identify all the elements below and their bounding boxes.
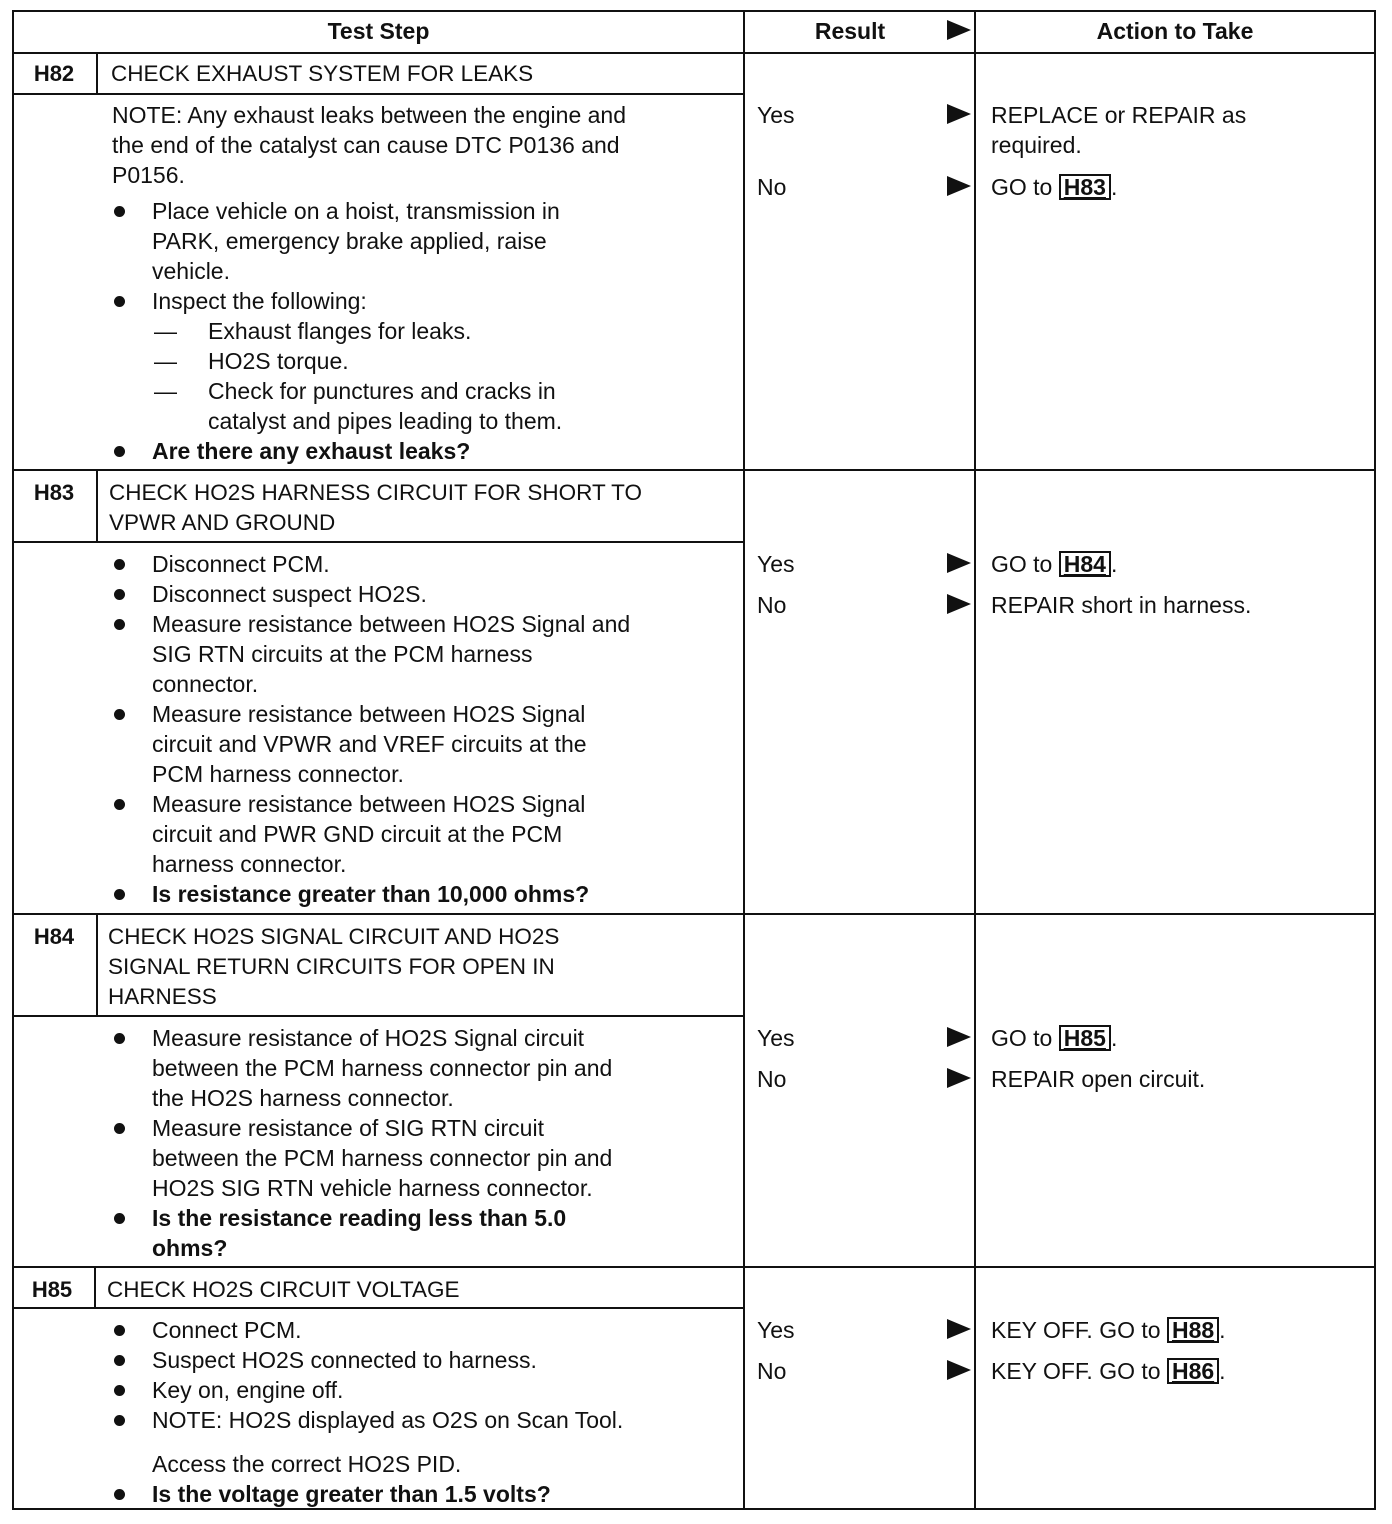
result-no: No <box>757 592 787 618</box>
header-result: Result <box>814 18 886 44</box>
title-underline <box>12 1015 745 1017</box>
dash-item: — Exhaust flanges for leaks. <box>112 316 732 346</box>
code-divider <box>96 54 98 94</box>
result-yes: Yes <box>757 1317 795 1343</box>
column-divider-action <box>974 10 976 1510</box>
arrow-icon <box>947 1319 971 1339</box>
bullet-item: Inspect the following: <box>112 286 732 316</box>
note-text: NOTE: Any exhaust leaks between the engine and the end of the catalyst can cause DTC P0136 and P0156. <box>112 102 626 188</box>
step-reference-link[interactable]: H84 <box>1059 551 1111 577</box>
action-no: REPAIR open circuit. <box>991 1066 1206 1092</box>
step-code: H84 <box>33 924 75 949</box>
title-underline <box>12 541 745 543</box>
arrow-icon <box>947 594 971 614</box>
question-item: Is the resistance reading less than 5.0 ohms? <box>112 1203 732 1263</box>
step-title: CHECK HO2S HARNESS CIRCUIT FOR SHORT TO VPWR AND GROUND <box>109 480 643 535</box>
question-item: Is resistance greater than 10,000 ohms? <box>112 879 732 909</box>
bullet-item: Measure resistance of SIG RTN circuit between the PCM harness connector pin and HO2S SIG RTN vehicle harness connector. <box>112 1113 732 1203</box>
step-reference-link[interactable]: H83 <box>1059 174 1111 200</box>
step-code: H85 <box>31 1277 73 1302</box>
step-code: H83 <box>33 480 75 505</box>
bullet-item: Disconnect PCM. <box>112 549 732 579</box>
bullet-item: Measure resistance between HO2S Signal circuit and VPWR and VREF circuits at the PCM harness connector. <box>112 699 732 789</box>
header-divider <box>12 52 1376 54</box>
title-underline <box>12 93 745 95</box>
question-item: Are there any exhaust leaks? <box>112 436 732 466</box>
result-yes: Yes <box>757 1025 795 1051</box>
arrow-icon <box>947 1360 971 1380</box>
bullet-item: NOTE: HO2S displayed as O2S on Scan Tool. <box>112 1405 732 1435</box>
bullet-item: Measure resistance between HO2S Signal circuit and PWR GND circuit at the PCM harness connector. <box>112 789 732 879</box>
continuation-text: Access the correct HO2S PID. <box>152 1451 462 1477</box>
bullet-item: Measure resistance of HO2S Signal circuit between the PCM harness connector pin and the HO2S harness connector. <box>112 1023 732 1113</box>
row-divider <box>12 469 1376 471</box>
arrow-icon <box>947 104 971 124</box>
step-body <box>112 1023 732 1263</box>
header-action: Action to Take <box>1096 18 1254 44</box>
row-divider <box>12 1266 1376 1268</box>
code-divider <box>94 1268 96 1308</box>
step-title: CHECK EXHAUST SYSTEM FOR LEAKS <box>111 61 534 86</box>
result-no: No <box>757 174 787 200</box>
step-reference-link[interactable]: H85 <box>1059 1025 1111 1051</box>
question-item: Is the voltage greater than 1.5 volts? <box>112 1479 732 1509</box>
action-yes: GO to H84 . <box>991 551 1118 577</box>
step-title: CHECK HO2S CIRCUIT VOLTAGE <box>107 1277 460 1302</box>
result-no: No <box>757 1358 787 1384</box>
column-divider-result <box>743 10 745 1510</box>
step-body <box>112 1315 732 1509</box>
row-divider <box>12 913 1376 915</box>
bullet-item: Measure resistance between HO2S Signal and SIG RTN circuits at the PCM harness connector. <box>112 609 732 699</box>
action-no: KEY OFF. GO to H86 . <box>991 1358 1226 1384</box>
dash-item: — HO2S torque. <box>112 346 732 376</box>
step-body <box>112 549 732 909</box>
result-no: No <box>757 1066 787 1092</box>
header-test-step: Test Step <box>327 18 430 44</box>
result-yes: Yes <box>757 102 795 128</box>
step-code: H82 <box>33 61 75 86</box>
bullet-item: Connect PCM. <box>112 1315 732 1345</box>
action-yes: GO to H85 . <box>991 1025 1118 1051</box>
code-divider <box>96 471 98 542</box>
bullet-item: Disconnect suspect HO2S. <box>112 579 732 609</box>
step-body <box>112 100 732 466</box>
step-reference-link[interactable]: H86 <box>1167 1358 1219 1384</box>
action-no: GO to H83 . <box>991 174 1118 200</box>
arrow-icon <box>947 176 971 196</box>
action-yes: REPLACE or REPAIR as required. <box>991 102 1247 158</box>
result-yes: Yes <box>757 551 795 577</box>
table-border-top <box>12 10 1376 12</box>
action-yes: KEY OFF. GO to H88 . <box>991 1317 1226 1343</box>
bullet-item: Key on, engine off. <box>112 1375 732 1405</box>
table-border-right <box>1374 10 1376 1510</box>
arrow-icon <box>947 1027 971 1047</box>
arrow-icon <box>947 553 971 573</box>
step-reference-link[interactable]: H88 <box>1167 1317 1219 1343</box>
title-underline <box>12 1307 745 1309</box>
arrow-icon <box>947 1068 971 1088</box>
bullet-item: Place vehicle on a hoist, transmission in PARK, emergency brake applied, raise vehicle. <box>112 196 732 286</box>
step-title: CHECK HO2S SIGNAL CIRCUIT AND HO2S SIGNAL RETURN CIRCUITS FOR OPEN IN HARNESS <box>108 924 560 1009</box>
bullet-item: Suspect HO2S connected to harness. <box>112 1345 732 1375</box>
dash-item: — Check for punctures and cracks in catalyst and pipes leading to them. <box>112 376 732 436</box>
result-arrow-icon <box>947 20 971 40</box>
action-no: REPAIR short in harness. <box>991 592 1252 618</box>
code-divider <box>96 915 98 1016</box>
